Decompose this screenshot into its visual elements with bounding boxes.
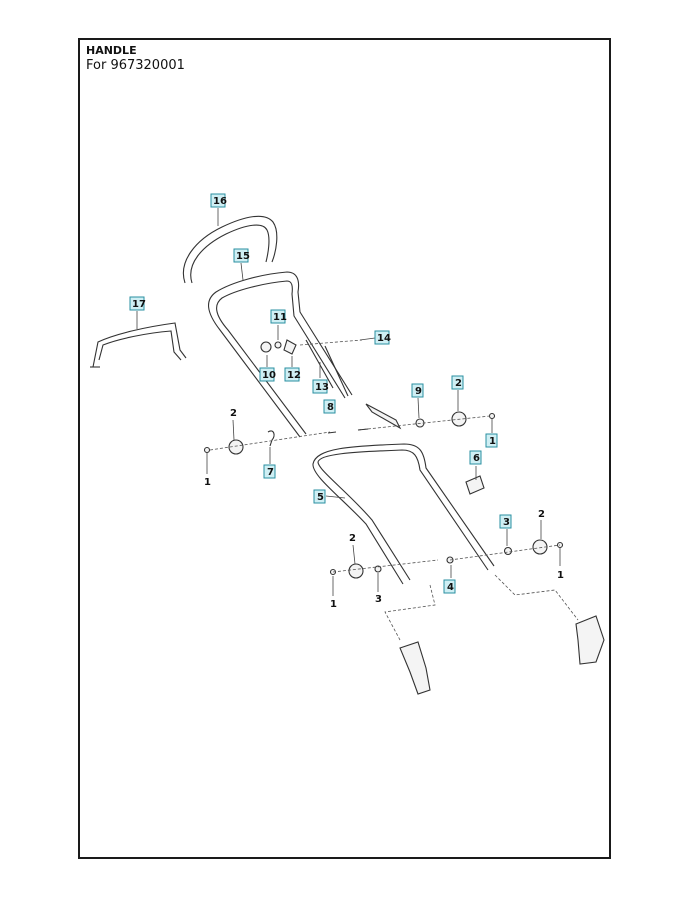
callout-1-lower-right: 1: [557, 570, 564, 581]
svg-text:1: 1: [489, 436, 496, 447]
callout-7: [264, 465, 275, 478]
callout-3-lower-left: 3: [375, 594, 382, 605]
callout-1-upper-right: [486, 434, 497, 447]
part-6-clip: [466, 476, 484, 494]
callout-2-upper-left: 2: [230, 408, 237, 419]
diagram-subtitle: For 967320001: [86, 58, 185, 73]
svg-text:15: 15: [236, 251, 250, 262]
callout-13: [313, 380, 329, 393]
callout-2-upper-right: [452, 376, 463, 389]
svg-text:10: 10: [262, 370, 276, 381]
callout-5: [314, 490, 325, 503]
svg-text:17: 17: [132, 299, 146, 310]
part-17-cable-bar: [90, 323, 186, 367]
svg-text:12: 12: [287, 370, 301, 381]
parts-10-11-12-hardware: [261, 340, 296, 354]
callout-17: [130, 297, 146, 310]
callout-2-lower-right: 2: [538, 509, 545, 520]
diagram-title: HANDLE: [86, 44, 137, 57]
callout-1-lower-left: 1: [330, 599, 337, 610]
callout-15: [234, 249, 250, 262]
callout-11: [271, 310, 287, 323]
svg-text:7: 7: [267, 467, 274, 478]
svg-text:11: 11: [273, 312, 287, 323]
svg-text:6: 6: [473, 453, 480, 464]
part-5-lower-handle: [313, 444, 494, 584]
svg-text:8: 8: [327, 402, 334, 413]
lower-left-knob-assembly: [331, 560, 439, 578]
lower-right-bracket: [576, 616, 604, 664]
callout-1-upper-left: 1: [204, 477, 211, 488]
svg-text:9: 9: [415, 386, 422, 397]
svg-text:16: 16: [213, 196, 227, 207]
callout-10: [260, 368, 276, 381]
svg-text:3: 3: [503, 517, 510, 528]
svg-text:13: 13: [315, 382, 329, 393]
callout-6: [470, 451, 481, 464]
svg-text:5: 5: [317, 492, 324, 503]
callout-2-lower-left: 2: [349, 533, 356, 544]
svg-text:2: 2: [455, 378, 462, 389]
callout-14: [375, 331, 391, 344]
lower-right-knob-assembly: [447, 540, 563, 563]
svg-text:14: 14: [377, 333, 391, 344]
svg-text:4: 4: [447, 582, 454, 593]
callout-8: [324, 400, 335, 413]
callout-3-lower-right: [500, 515, 511, 528]
lower-left-bracket: [400, 642, 430, 694]
callout-4: [444, 580, 455, 593]
callout-9: [412, 384, 423, 397]
part-8-bracket: [366, 404, 400, 428]
callout-16: [211, 194, 227, 207]
callout-12: [285, 368, 301, 381]
part-16-grip: [183, 216, 276, 283]
